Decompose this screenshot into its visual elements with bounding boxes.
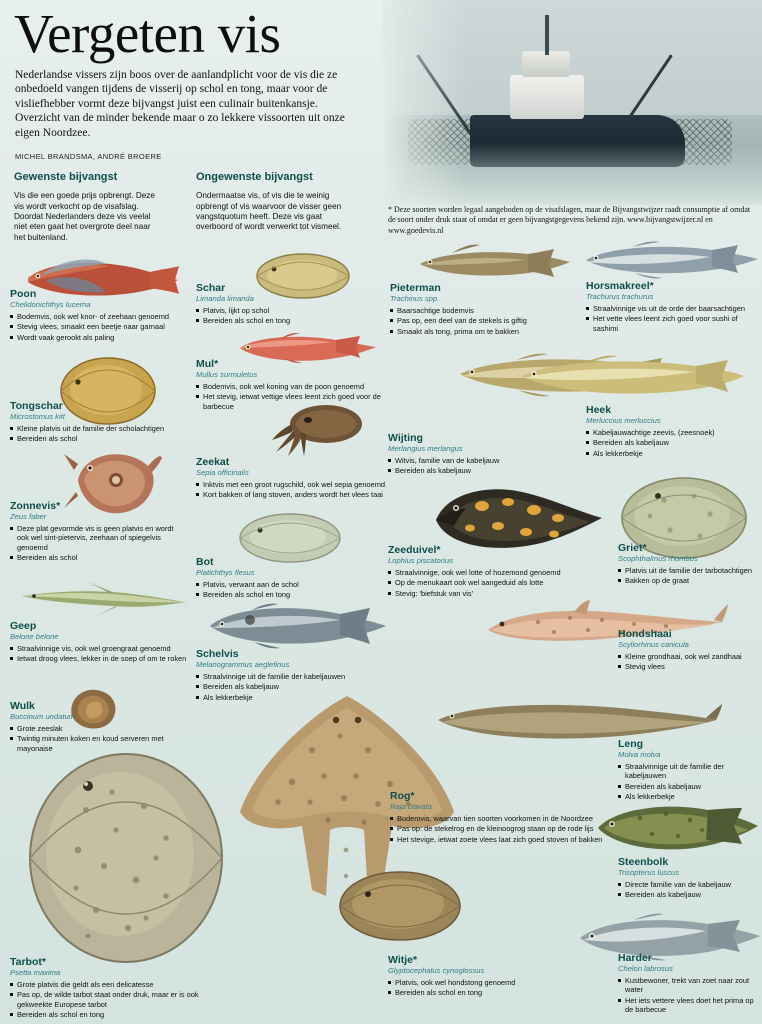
fact: Straalvinnige, ook wel lotte of hozemond genoemd [388,568,580,577]
fish-latin: Lophius piscatorius [388,556,454,565]
column-heading: Ongewenste bijvangst [196,171,313,183]
fish-facts [618,976,762,1014]
fish-latin: Merluccius merluccius [586,416,661,425]
fish-latin: Zeus faber [10,512,47,521]
fish-latin: Molva molva [618,750,661,759]
entry-schar [196,282,372,327]
fact: Bodemvis, waarvan tien soorten voorkomen in de Noordzee [390,814,610,823]
entry-zeeduivel [388,544,580,599]
page-header [0,0,762,175]
fact: Bereiden als schol en tong [196,316,372,325]
fish-facts [618,566,760,586]
fish-latin: Trachinus spp. [390,294,440,303]
fish-name: Heek [586,404,612,416]
fact: Als lekkerbekje [586,449,760,458]
fish-latin: Chelidonichthys lucerna [10,300,91,309]
fish-name: Steenbolk [618,856,669,868]
fish-latin: Raja clavata [390,802,432,811]
entry-witje [388,954,568,999]
fact: Wordt vaak gerookt als paling [10,333,180,342]
fish-latin: Merlangius merlangus [388,444,463,453]
fact: Grote platvis die geldt als een delicatesse [10,980,210,989]
fact: Het stevig, ietwat vettige vlees leent zich goed voor de barbecue [196,392,396,411]
fish-latin: Psetta maxima [10,968,61,977]
fish-facts [10,644,190,664]
fish-latin: Scyliorhinus canicula [618,640,689,649]
entry-harder [618,952,762,1015]
fact: Smaakt als tong, prima om te bakken [390,327,570,336]
horsmakreel-illustration [580,238,760,280]
fact: Stevig vlees, smaakt een beetje naar garnaal [10,322,180,331]
fact: Bereiden als schol en tong [10,1010,210,1019]
fish-name: Leng [618,738,644,750]
entry-tarbot [10,956,210,1020]
fish-latin: Chelon labrosus [618,964,673,973]
fish-facts [586,304,760,333]
fish-name: Geep [10,620,37,632]
fact: Bereiden als kabeljauw [586,438,760,447]
fact: Twintig minuten koken en koud serveren met mayonaise [10,734,195,753]
fact: Pas op: de stekelrog en de kleinoogrog staan op de rode lijs [390,824,610,833]
fact: Inktvis met een groot rugschild, ook wel sepia genoemd [196,480,386,489]
fish-name: Tongschar [10,400,63,412]
witje-illustration [330,862,470,950]
entry-wijting [388,432,568,477]
intro-paragraph: Nederlandse vissers zijn boos over de aanlandplicht voor de vis die ze onbedoeld vangen tijdens de visserij op schol en tong, maar voor de visliefhebber vormt deze bijvangst juist een culinair buitenkansje. Overzicht van de minder bekende maar o zo lekkere vissoorten uit onze eigen Noordzee. [15,69,345,139]
fish-name: Griet* [618,542,647,554]
fact: Op de menukaart ook wel aangeduid als lotte [388,578,580,587]
fish-latin: Scophthalmus rhombus [618,554,698,563]
zeekat-illustration [264,398,374,460]
fish-latin: Sepia officinalis [196,468,249,477]
fact: Witvis, familie van de kabeljauw [388,456,568,465]
entry-leng [618,738,760,802]
fact: Het vette vlees leent zich goed voor sushi of sashimi [586,314,760,333]
fact: Bereiden als kabeljauw [388,466,568,475]
fact: Kleine grondhaai, ook wel zandhaai [618,652,760,661]
footnote-asterisk: * Deze soorten worden legaal aangeboden op de visafslagen, maar de Bijvangstwijzer raadt consumptie af omdat de soort onder druk staat of omdat er geen bijvangstgegevens bekend zijn. www.bijvangstwijzer.nl en www.goedevis.nl [388,205,751,235]
fish-latin: Limanda limanda [196,294,254,303]
pieterman-illustration [412,240,572,284]
fish-name: Rog* [390,790,415,802]
fish-facts [390,814,610,844]
fact: Bereiden als schol [10,434,180,443]
fish-facts [196,306,372,326]
fact: Straalvinnige vis uit de orde der baarsachtigen [586,304,760,313]
fact: Platvis uit de familie der tarbotachtigen [618,566,760,575]
fish-facts [618,880,760,900]
column-heading: Gewenste bijvangst [14,171,118,183]
fish-facts [388,568,580,598]
fish-latin: Buccinum undatum [10,712,76,721]
fish-name: Pieterman [390,282,441,294]
fish-facts [10,980,210,1019]
schelvis-illustration [200,598,390,654]
photo-fade-overlay [382,0,762,205]
entry-bot [196,556,376,601]
entry-geep [10,620,190,665]
fact: Bodemvis, ook wel koning van de poon genoemd [196,382,396,391]
fact: Platvis, verwant aan de schol [196,580,376,589]
entry-zeekat [196,456,386,501]
fish-name: Tarbot* [10,956,46,968]
fact: Bereiden als schol en tong [196,590,376,599]
fact: Bereiden als kabeljauw [196,682,386,691]
fact: Stevig vlees [618,662,760,671]
fish-name: Schar [196,282,226,294]
fish-name: Witje* [388,954,418,966]
fact: Kort bakken of lang stoven, anders wordt het vlees taai [196,490,386,499]
fact: Het stevige, ietwat zoete vlees laat zich goed stoven of bakken [390,835,610,844]
fact: Platvis, lijkt op schol [196,306,372,315]
fish-latin: Trachurus trachurus [586,292,654,301]
entry-hondshaai [618,628,760,673]
fish-name: Zeekat [196,456,230,468]
fish-facts [10,524,182,562]
byline: MICHEL BRANDSMA, ANDRÉ BROERE [15,152,162,161]
tarbot-illustration [16,740,236,970]
fish-name: Zonnevis* [10,500,61,512]
fact: Straalvinnige uit de familie der kabeljauwen [618,762,760,781]
fish-latin: Trisopterus luscus [618,868,680,877]
fact: Bereiden als schol [10,553,182,562]
fact: Stevig: 'biefstuk van vis' [388,589,580,598]
fact: Ietwat droog vlees, lekker in de soep of om te roken [10,654,190,663]
column-text: Vis die een goede prijs opbrengt. Deze vis wordt verkocht op de visafslag. Doordat Nederlanders deze vis veelal niet eten gaat het overgrote deel naar het buitenland. [14,191,155,242]
entry-horsmakreel [586,280,760,334]
fish-name: Hondshaai [618,628,672,640]
fish-latin: Glyptocephalus cynoglossus [388,966,485,975]
fish-facts [196,580,376,600]
column-ongewenste-bijvangst [196,171,348,241]
fact: Als lekkerbekje [618,792,760,801]
fact: Straalvinnige vis, ook wel groengraat genoemd [10,644,190,653]
fact: Platvis, ook wel hondstong genoemd [388,978,568,987]
entry-pieterman [390,282,570,337]
entry-zonnevis [10,500,182,563]
fact: Kustbewoner, trekt van zoet naar zout water [618,976,762,995]
fact: Deze plat gevormde vis is geen platvis en wordt ook wel sint-pietervis, zeehaan of spiegelvis genoemd [10,524,182,552]
fish-latin: Microstomus kitt [10,412,65,421]
fact: Kabeljauwachtige zeevis, (zeesnoek) [586,428,760,437]
fish-facts [196,480,386,500]
fish-facts [388,456,568,476]
fish-name: Wulk [10,700,35,712]
fish-facts [10,312,180,342]
heek-illustration [516,352,746,400]
geep-illustration [20,576,190,616]
fish-latin: Mullus surmuletus [196,370,258,379]
fact: Bereiden als schol en tong [388,988,568,997]
fact: Pas op, de wilde tarbot staat onder druk, maar er is ook gekweekte Europese tarbot [10,990,210,1009]
fact: Het iets vettere vlees doet het prima op de barbecue [618,996,762,1015]
fact: Bereiden als kabeljauw [618,782,760,791]
fish-name: Harder [618,952,652,964]
fact: Bereiden als kabeljauw [618,890,760,899]
fish-name: Mul* [196,358,219,370]
fact: Baarsachtige bodemvis [390,306,570,315]
fact: Straalvinnige uit de familie der kabeljauwen [196,672,386,681]
column-text: Ondermaatse vis, of vis die te weinig opbrengt of vis waarvoor de visser geen vangstquotum heeft. Deze vis gaat overboord of wordt verwerkt tot vismeel. [196,191,342,232]
fish-name: Poon [10,288,37,300]
fish-facts [388,978,568,998]
trawler-photo [382,0,762,205]
fact: Grote zeeslak [10,724,195,733]
fish-latin: Melanogrammus aeglefinus [196,660,290,669]
fish-facts [618,652,760,672]
entry-tongschar [10,400,180,445]
fish-latin: Platichthys flesus [196,568,255,577]
fact: Pas op, een deel van de stekels is giftig [390,316,570,325]
fish-facts [390,306,570,336]
fish-facts [586,428,760,458]
fact: Bodemvis, ook wel knor- of zeehaan genoemd [10,312,180,321]
fish-latin: Belone belone [10,632,59,641]
fish-name: Schelvis [196,648,239,660]
fact: Kleine platvis uit de familie der scholachtigen [10,424,180,433]
fact: Bakken op de graat [618,576,760,585]
steenbolk-illustration [590,796,760,858]
fact: Directe familie van de kabeljauw [618,880,760,889]
entry-griet [618,542,760,587]
fact: Als lekkerbekje [196,693,386,702]
entry-rog [390,790,610,845]
fish-name: Horsmakreel* [586,280,654,292]
entry-steenbolk [618,856,760,901]
entry-heek [586,404,760,459]
fish-name: Bot [196,556,214,568]
page-title: Vergeten vis [14,3,281,64]
fish-name: Wijting [388,432,423,444]
entry-poon [10,288,180,343]
fish-name: Zeeduivel* [388,544,441,556]
column-gewenste-bijvangst [14,171,164,251]
